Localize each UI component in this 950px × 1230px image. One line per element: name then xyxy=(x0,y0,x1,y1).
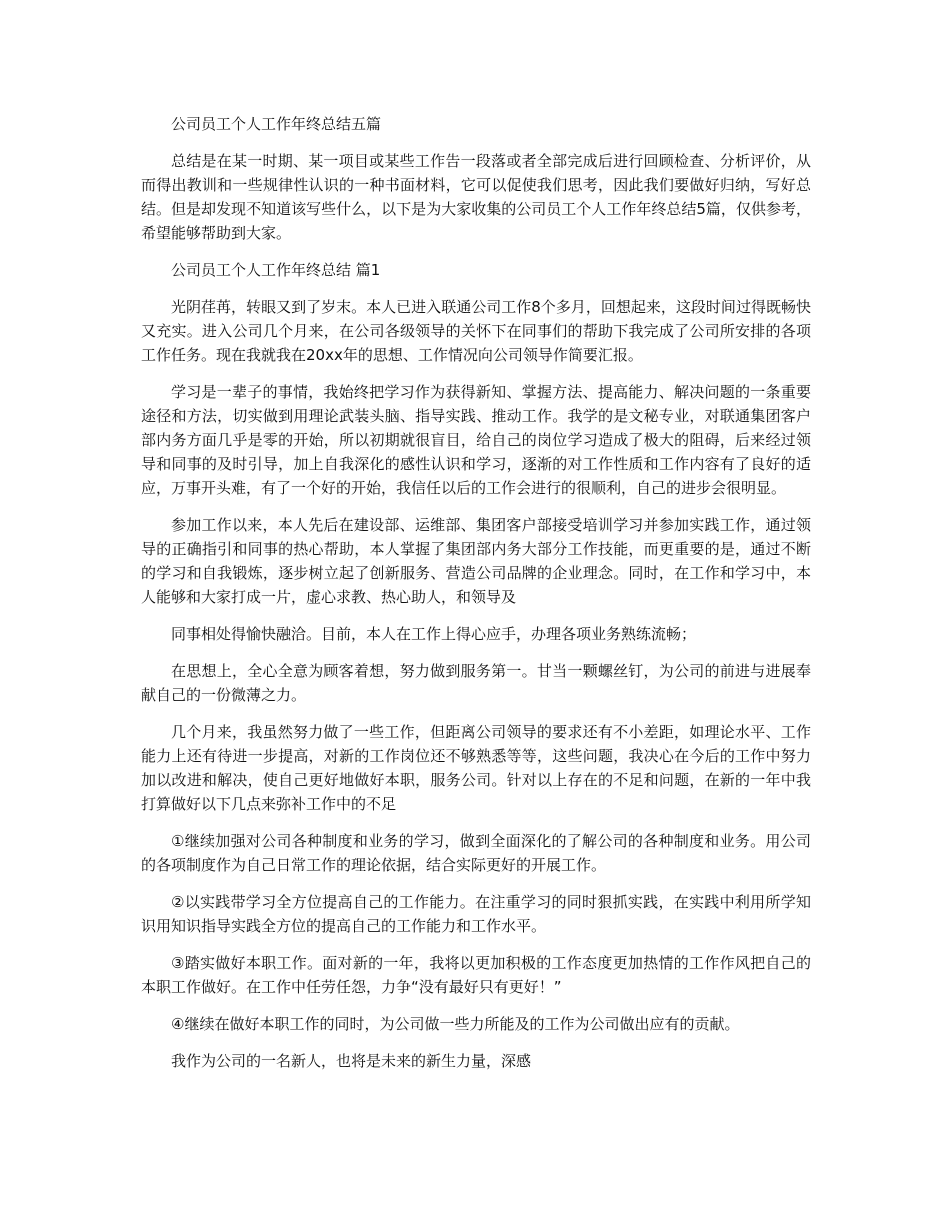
body-paragraph: 同事相处得愉快融洽。目前，本人在工作上得心应手，办理各项业务熟练流畅； xyxy=(171,625,697,643)
document-title: 公司员工个人工作年终总结五篇 xyxy=(171,115,382,133)
body-paragraph: 几个月来，我虽然努力做了一些工作，但距离公司领导的要求还有不小差距，如理论水平、工作能力上还有待进一步提高，对新的工作岗位还不够熟悉等等，这些问题，我决心在今后的工作中努力加以改进和解决，使自己更好地做好本职，服务公司。针对以上存在的不足和问题，在新的一年中我打算做好以下几点来弥补工作中的不足 xyxy=(141,723,811,813)
plan-item: ③踏实做好本职工作。面对新的一年，我将以更加积极的工作态度更加热情的工作作风把自己的本职工作做好。在工作中任劳任怨，力争“没有最好只有更好！” xyxy=(141,954,811,996)
body-paragraph: 学习是一辈子的事情，我始终把学习作为获得新知、掌握方法、提高能力、解决问题的一条重要途径和方法，切实做到用理论武装头脑、指导实践、推动工作。我学的是文秘专业，对联通集团客户部内务方面几乎是零的开始，所以初期就很盲目，给自己的岗位学习造成了极大的阻碍，后来经过领导和同事的及时引导，加上自我深化的感性认识和学习，逐渐的对工作性质和工作内容有了良好的适应，万事开头难，有了一个好的开始，我信任以后的工作会进行的很顺利，自己的进步会很明显。 xyxy=(141,383,811,497)
body-paragraph: 光阴荏苒，转眼又到了岁末。本人已进入联通公司工作8个多月，回想起来，这段时间过得既畅快又充实。进入公司几个月来，在公司各级领导的关怀下在同事们的帮助下我完成了公司所安排的各项工作任务。现在我就我在20xx年的思想、工作情况向公司领导作简要汇报。 xyxy=(141,298,811,364)
body-paragraph: 我作为公司的一名新人，也将是未来的新生力量，深感 xyxy=(171,1052,532,1070)
intro-paragraph: 总结是在某一时期、某一项目或某些工作告一段落或者全部完成后进行回顾检查、分析评价，从而得出教训和一些规律性认识的一种书面材料，它可以促使我们思考，因此我们要做好归纳，写好总结。但是却发现不知道该写些什么，以下是为大家收集的公司员工个人工作年终总结5篇，仅供参考，希望能够帮助到大家。 xyxy=(141,152,811,242)
body-paragraph: 参加工作以来，本人先后在建设部、运维部、集团客户部接受培训学习并参加实践工作，通过领导的正确指引和同事的热心帮助，本人掌握了集团部内务大部分工作技能，而更重要的是，通过不断的学习和自我锻炼，逐步树立起了创新服务、营造公司品牌的企业理念。同时，在工作和学习中，本人能够和大家打成一片，虚心求教、热心助人，和领导及 xyxy=(141,516,811,606)
section-title: 公司员工个人工作年终总结 篇1 xyxy=(171,261,381,279)
plan-item: ④继续在做好本职工作的同时，为公司做一些力所能及的工作为公司做出应有的贡献。 xyxy=(171,1015,740,1033)
plan-item: ①继续加强对公司各种制度和业务的学习，做到全面深化的了解公司的各种制度和业务。用公司的各项制度作为自己日常工作的理论依据，结合实际更好的开展工作。 xyxy=(141,832,811,874)
plan-item: ②以实践带学习全方位提高自己的工作能力。在注重学习的同时狠抓实践，在实践中利用所学知识用知识指导实践全方位的提高自己的工作能力和工作水平。 xyxy=(141,893,811,935)
document-page xyxy=(141,112,811,1086)
body-paragraph: 在思想上，全心全意为顾客着想，努力做到服务第一。甘当一颗螺丝钉，为公司的前进与进展奉献自己的一份微薄之力。 xyxy=(141,662,811,704)
